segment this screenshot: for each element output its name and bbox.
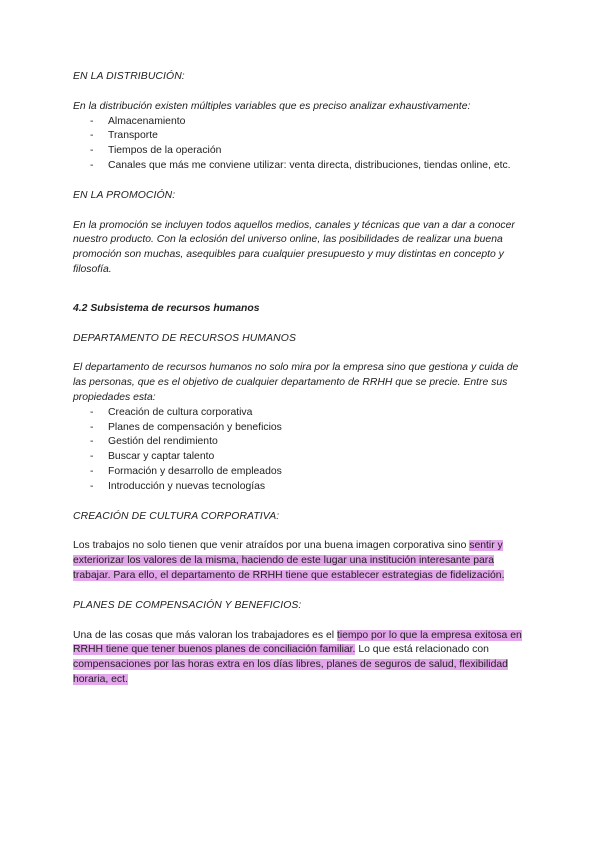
list-item: - Canales que más me conviene utilizar: venta directa, distribuciones, tiendas online, etc. [73,159,533,174]
document-page [73,70,533,688]
highlighted-text: compensaciones por las horas extra en los días libres, planes de seguros de salud, flexibilidad horaria, ect. [73,659,508,685]
paragraph-text: Lo que está relacionado con [355,644,489,656]
list-item: - Formación y desarrollo de empleados [73,465,533,480]
list-item: - Transporte [73,129,533,144]
distribution-list [73,115,533,174]
hr-properties-list [73,406,533,495]
corporate-culture-heading: CREACIÓN DE CULTURA CORPORATIVA: [73,510,280,522]
list-item: - Gestión del rendimiento [73,435,533,450]
hr-department-heading: DEPARTAMENTO DE RECURSOS HUMANOS [73,332,296,344]
distribution-heading: EN LA DISTRIBUCIÓN: [73,71,185,82]
list-item: - Buscar y captar talento [73,450,533,465]
list-item: - Creación de cultura corporativa [73,406,533,421]
list-item: - Introducción y nuevas tecnologías [73,480,533,495]
compensation-paragraph [73,629,533,688]
paragraph-text: Los trabajos no solo tienen que venir atraídos por una buena imagen corporativa sino [73,540,470,552]
highlighted-text: tiempo por lo que la empresa exitosa en RRHH tiene que tener buenos planes de conciliación familiar. [73,629,522,656]
list-item: - Tiempos de la operación [73,144,533,159]
promotion-body: En la promoción se incluyen todos aquellos medios, canales y técnicas que van a dar a conocer nuestro producto. Con la eclosión del universo online, las posibilidades de realizar una buena promoción son muchas, asequibles para cualquier presupuesto y muy distintas en concepto y filosofía. [73,219,515,275]
compensation-heading: PLANES DE COMPENSACIÓN Y BENEFICIOS: [73,599,302,611]
highlighted-text: sentir y exteriorizar los valores de la misma, haciendo de este lugar una institución interesante para trabajar. Para ello, el departamento de RRHH tiene que establecer estrategias de fidelización. [73,540,505,581]
list-item: - Almacenamiento [73,115,533,130]
hr-department-intro: El departamento de recursos humanos no solo mira por la empresa sino que gestiona y cuida de las personas, que es el objetivo de cualquier departamento de RRHH que se precie. Entre sus propiedades esta: [73,362,519,403]
paragraph-text: Una de las cosas que más valoran los trabajadores es el [73,629,337,641]
section-title: 4.2 Subsistema de recursos humanos [73,302,260,314]
promotion-heading: EN LA PROMOCIÓN: [73,189,176,201]
distribution-intro: En la distribución existen múltiples variables que es preciso analizar exhaustivamente: [73,100,471,112]
list-item: - Planes de compensación y beneficios [73,421,533,436]
corporate-culture-paragraph [73,539,533,583]
